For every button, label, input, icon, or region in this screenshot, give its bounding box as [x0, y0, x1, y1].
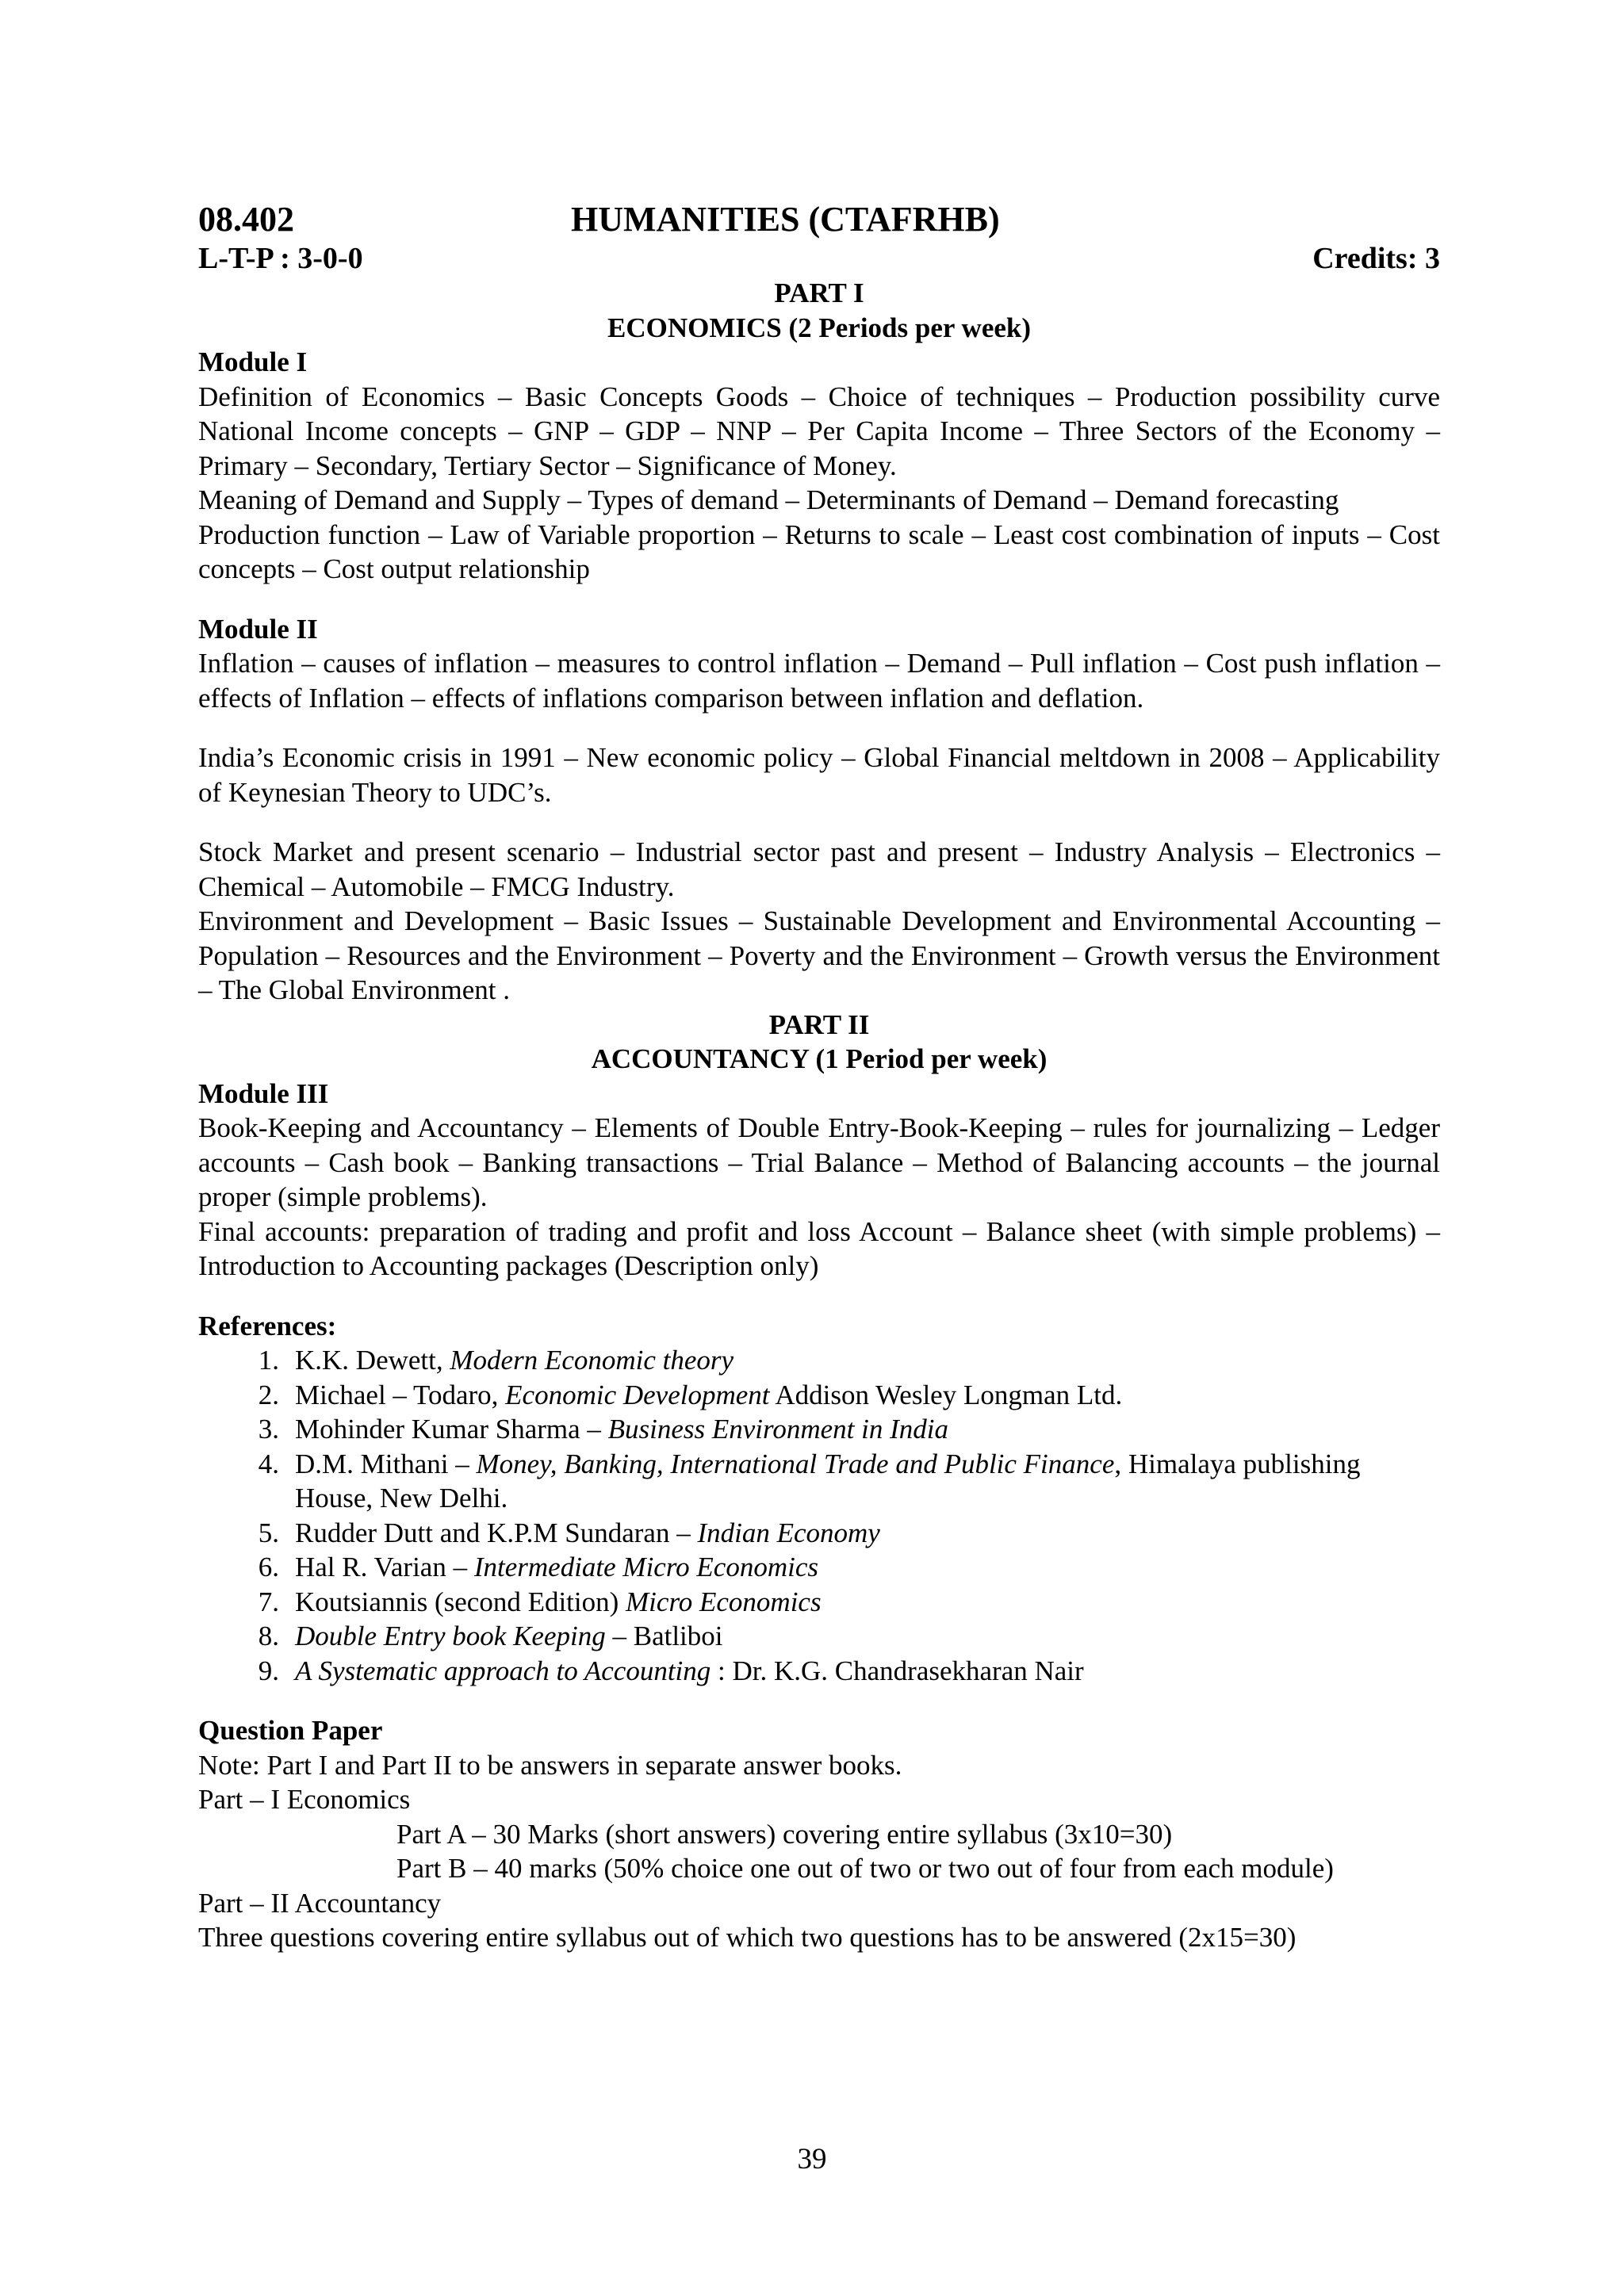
reference-number: 7.: [258, 1586, 279, 1617]
module3-paragraph: Book-Keeping and Accountancy – Elements of Double Entry-Book-Keeping – rules for journalizing – Ledger accounts – Cash book – Banking transactions – Trial Balance – Method of Balancing accounts – the journal proper (simple problems).: [198, 1112, 1440, 1212]
reference-author: D.M. Mithani –: [295, 1448, 477, 1479]
reference-text: [295, 1378, 1440, 1413]
reference-text: [295, 1585, 1440, 1620]
question-paper-part-b: Part B – 40 marks (50% choice one out of two or two out of four from each module): [396, 1853, 1334, 1884]
question-paper-note: Note: Part I and Part II to be answers in separate answer books.: [198, 1749, 902, 1781]
module2-heading: Module II: [198, 613, 318, 645]
reference-number: 6.: [258, 1552, 279, 1582]
reference-book-title: Economic Development: [505, 1379, 770, 1410]
module1-paragraph: Production function – Law of Variable proportion – Returns to scale – Least cost combination of inputs – Cost concepts – Cost output relationship: [198, 519, 1440, 584]
part2-subtitle: ACCOUNTANCY (1 Period per week): [591, 1043, 1048, 1074]
course-title: HUMANITIES (CTAFRHB): [571, 200, 1000, 239]
reference-book-title: Indian Economy: [697, 1517, 880, 1548]
reference-item: [198, 1550, 1440, 1585]
reference-publisher: : Dr. K.G. Chandrasekharan Nair: [710, 1655, 1084, 1686]
module1-paragraph: Meaning of Demand and Supply – Types of demand – Determinants of Demand – Demand forecasting: [198, 484, 1339, 515]
reference-book-title: Double Entry book Keeping: [295, 1621, 606, 1651]
page-content: [198, 198, 1440, 1955]
reference-author: Mohinder Kumar Sharma –: [295, 1414, 608, 1445]
question-paper-heading: Question Paper: [198, 1715, 383, 1746]
reference-number: 3.: [258, 1414, 279, 1445]
question-paper-part2-text: Three questions covering entire syllabus out of which two questions has to be answered (2x15=30): [198, 1922, 1297, 1953]
page-number: 39: [797, 2143, 827, 2175]
references-heading: References:: [198, 1310, 337, 1341]
reference-text: [295, 1447, 1440, 1516]
credits-label: Credits: 3: [1312, 242, 1440, 275]
reference-author: Hal R. Varian –: [295, 1552, 474, 1582]
reference-item: [198, 1619, 1440, 1654]
reference-text: [295, 1412, 1440, 1447]
part2-title: PART II: [768, 1008, 870, 1040]
reference-book-title: Micro Economics: [626, 1586, 822, 1617]
reference-item: [198, 1447, 1440, 1516]
reference-number: 8.: [258, 1621, 279, 1651]
reference-publisher: – Batliboi: [605, 1621, 723, 1651]
reference-text: [295, 1619, 1440, 1654]
question-paper-part-a: Part A – 30 Marks (short answers) covering entire syllabus (3x10=30): [396, 1818, 1173, 1850]
reference-book-title: Money, Banking, International Trade and Public Finance: [476, 1448, 1115, 1479]
part1-title: PART I: [774, 277, 864, 308]
course-code: 08.402: [198, 200, 294, 239]
module2-paragraph: Inflation – causes of inflation – measures to control inflation – Demand – Pull inflation – Cost push inflation – effects of Inflation – effects of inflations comparison between inflation and deflation.: [198, 648, 1440, 714]
question-paper-part1-label: Part – I Economics: [198, 1784, 411, 1815]
reference-author: Koutsiannis (second Edition): [295, 1586, 626, 1617]
reference-text: [295, 1516, 1440, 1551]
reference-number: 2.: [258, 1379, 279, 1410]
module3-paragraph: Final accounts: preparation of trading and profit and loss Account – Balance sheet (with simple problems) – Introduction to Accounting packages (Description only): [198, 1215, 1440, 1281]
reference-item: [198, 1654, 1440, 1689]
module1-paragraph: Definition of Economics – Basic Concepts Goods – Choice of techniques – Production possibility curve National Income concepts – GNP – GDP – NNP – Per Capita Income – Three Sectors of the Economy – Primary – Secondary, Tertiary Sector – Significance of Money.: [198, 381, 1440, 481]
module2-paragraph: Stock Market and present scenario – Industrial sector past and present – Industry Analysis – Electronics – Chemical – Automobile – FMCG Industry.: [198, 836, 1440, 902]
reference-publisher: , Himalaya publishing House, New Delhi.: [295, 1448, 1361, 1513]
reference-item: [198, 1412, 1440, 1447]
reference-text: [295, 1654, 1440, 1689]
reference-publisher: Addison Wesley Longman Ltd.: [769, 1379, 1123, 1410]
reference-book-title: Business Environment in India: [607, 1414, 948, 1445]
reference-item: [198, 1343, 1440, 1378]
reference-number: 9.: [258, 1655, 279, 1686]
ltp-label: L-T-P : 3-0-0: [198, 242, 363, 275]
reference-author: Michael – Todaro,: [295, 1379, 506, 1410]
module2-paragraph: Environment and Development – Basic Issues – Sustainable Development and Environmental Accounting – Population – Resources and the Environment – Poverty and the Environment – Growth versus the Environment – The Global Environment .: [198, 905, 1440, 1005]
part1-subtitle: ECONOMICS (2 Periods per week): [607, 312, 1032, 343]
course-title-row: [198, 198, 1440, 241]
reference-author: K.K. Dewett: [295, 1345, 436, 1376]
reference-number: 1.: [258, 1345, 279, 1376]
reference-book-title: Intermediate Micro Economics: [473, 1552, 818, 1582]
reference-number: 5.: [258, 1517, 279, 1548]
reference-book-title: A Systematic approach to Accounting: [295, 1655, 711, 1686]
reference-text: [295, 1550, 1440, 1585]
course-meta-row: [198, 241, 1440, 276]
references-list: [198, 1343, 1440, 1688]
reference-author: Rudder Dutt and K.P.M Sundaran –: [295, 1517, 698, 1548]
reference-item: [198, 1516, 1440, 1551]
reference-number: 4.: [258, 1448, 279, 1479]
reference-item: [198, 1585, 1440, 1620]
reference-item: [198, 1378, 1440, 1413]
reference-book-title: , Modern Economic theory: [435, 1345, 734, 1376]
module2-paragraph: India’s Economic crisis in 1991 – New economic policy – Global Financial meltdown in 2008 – Applicability of Keynesian Theory to UDC’s.: [198, 742, 1440, 808]
reference-text: [295, 1343, 1440, 1378]
question-paper-part2-label: Part – II Accountancy: [198, 1887, 442, 1919]
module3-heading: Module III: [198, 1077, 329, 1109]
module1-heading: Module I: [198, 346, 308, 377]
